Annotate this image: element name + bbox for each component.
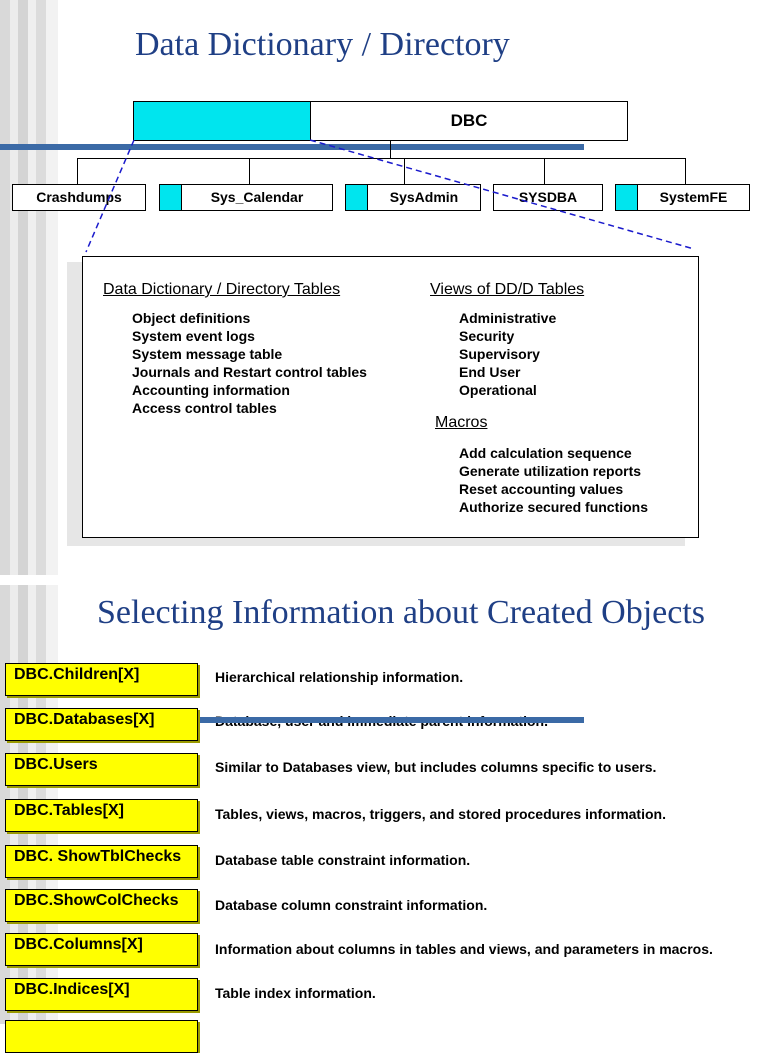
macros-item: Reset accounting values: [459, 481, 624, 497]
dd-table-item: Accounting information: [132, 382, 290, 398]
dd-table-item: System message table: [132, 346, 283, 362]
view-description: Database table constraint information.: [215, 852, 471, 868]
view-description: Tables, views, macros, triggers, and stored procedures information.: [215, 806, 666, 822]
views-item: Security: [459, 328, 515, 344]
view-name-box-partial: [5, 1020, 198, 1053]
views-item: Operational: [459, 382, 537, 398]
accent-bar-bottom: [200, 717, 584, 723]
child-label: Sys_Calendar: [210, 189, 304, 205]
macros-item: Generate utilization reports: [459, 463, 642, 479]
views-item: Supervisory: [459, 346, 540, 362]
view-description: Information about columns in tables and views, and parameters in macros.: [215, 941, 713, 957]
dd-table-item: Access control tables: [132, 400, 277, 416]
view-name-box: DBC.Children[X]: [5, 663, 198, 696]
child-label: SYSDBA: [518, 189, 578, 205]
dd-tables-heading: Data Dictionary / Directory Tables: [103, 281, 341, 298]
view-description: Table index information.: [215, 985, 376, 1001]
view-name-box: DBC.ShowColChecks: [5, 889, 198, 922]
zoom-dashed-lines: [0, 0, 768, 300]
view-name-box: DBC.Columns[X]: [5, 933, 198, 966]
views-item: End User: [459, 364, 521, 380]
macros-heading: Macros: [435, 414, 488, 431]
view-name-box: DBC.Indices[X]: [5, 978, 198, 1011]
views-heading: Views of DD/D Tables: [430, 281, 585, 298]
child-label: Crashdumps: [36, 189, 122, 205]
views-item: Administrative: [459, 310, 557, 326]
view-name-box: DBC.Databases[X]: [5, 708, 198, 741]
view-description: Database column constraint information.: [215, 897, 488, 913]
child-label: SysAdmin: [389, 189, 459, 205]
dbc-label: DBC: [450, 111, 488, 130]
dd-table-item: Object definitions: [132, 310, 251, 326]
dd-table-item: Journals and Restart control tables: [132, 364, 367, 380]
macros-item: Authorize secured functions: [459, 499, 649, 515]
child-label: SystemFE: [659, 189, 728, 205]
view-description: Hierarchical relationship information.: [215, 669, 464, 685]
view-name-box: DBC. ShowTblChecks: [5, 845, 198, 878]
stripe-gap: [0, 575, 58, 585]
view-name-box: DBC.Tables[X]: [5, 799, 198, 832]
dd-table-item: System event logs: [132, 328, 255, 344]
page-title: Data Dictionary / Directory: [135, 26, 510, 63]
view-name-box: DBC.Users: [5, 753, 198, 786]
macros-item: Add calculation sequence: [459, 445, 632, 461]
view-description: Similar to Databases view, but includes columns specific to users.: [215, 759, 657, 775]
section-title: Selecting Information about Created Objects: [97, 594, 706, 631]
